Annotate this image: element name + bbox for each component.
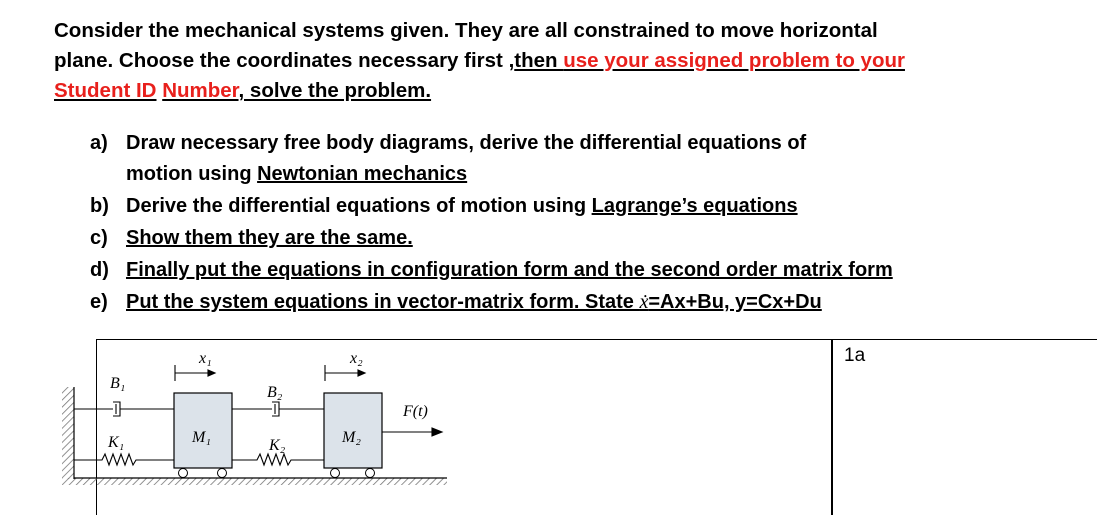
wheel-icon <box>366 469 375 478</box>
wheel-icon <box>331 469 340 478</box>
task-item-c: c) Show them they are the same. <box>90 227 413 249</box>
damper-b2 <box>232 402 324 416</box>
ground <box>62 478 447 485</box>
label-b1: B₁ <box>110 375 126 392</box>
label-force: F(t) <box>403 403 428 420</box>
task-item-e: e) Put the system equations in vector-matrix form. State ẋ=Ax+Bu, y=Cx+Du <box>90 291 822 313</box>
intro-line-3: Student ID Number, solve the problem. <box>54 79 432 102</box>
problem-id: 1a <box>844 345 866 366</box>
task-item-a: a) Draw necessary free body diagrams, derive the differential equations of motion using Newtonian mechanics <box>90 132 807 185</box>
wheel-icon <box>179 469 188 478</box>
label-m2: M₂ <box>342 429 361 446</box>
task-list <box>90 128 1070 318</box>
wall <box>62 387 74 479</box>
damper-b1 <box>74 402 174 416</box>
label-k1: K₁ <box>108 434 125 451</box>
label-b2: B₂ <box>267 384 283 401</box>
displacement-arrow-x1 <box>175 365 215 381</box>
label-x2: x₂ <box>350 350 363 367</box>
intro-line-1: Consider the mechanical systems given. They are all constrained to move horizontal <box>54 19 878 42</box>
label-m1: M₁ <box>192 429 211 446</box>
intro-line-2: plane. Choose the coordinates necessary first ,then use your assigned problem to your <box>54 49 905 72</box>
table-divider <box>831 339 833 515</box>
force-arrow <box>382 428 442 436</box>
spring-k2 <box>232 454 324 465</box>
task-item-d: d) Finally put the equations in configuration form and the second order matrix form <box>90 259 893 281</box>
problem-statement <box>54 16 1058 106</box>
mechanical-system-figure <box>62 343 462 493</box>
wheel-icon <box>218 469 227 478</box>
label-k2: K₂ <box>269 437 286 454</box>
displacement-arrow-x2 <box>325 365 365 381</box>
spring-k1 <box>74 454 174 465</box>
task-item-b: b) Derive the differential equations of motion using Lagrange’s equations <box>90 195 798 217</box>
label-x1: x₁ <box>199 350 212 367</box>
